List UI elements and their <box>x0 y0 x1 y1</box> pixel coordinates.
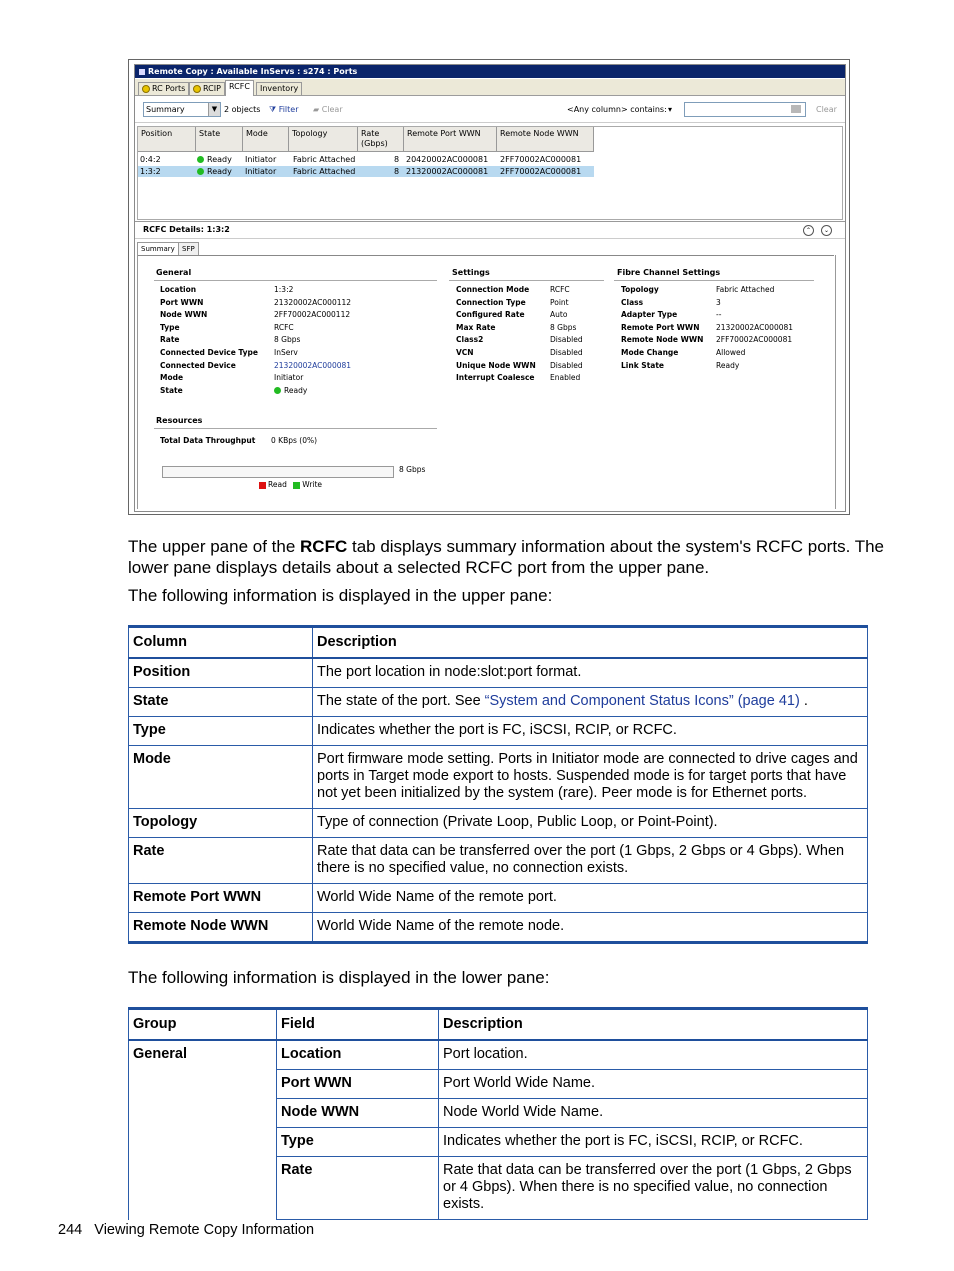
details-panel <box>137 255 836 509</box>
throughput-value: 0 KBps (0%) <box>271 436 318 445</box>
column-contains-label: <Any column> contains: <box>567 105 667 114</box>
footer-title: Viewing Remote Copy Information <box>94 1222 315 1238</box>
table-row: Remote Port WWN World Wide Name of the remote port. <box>129 884 868 913</box>
ready-status-icon <box>274 387 281 394</box>
page-footer <box>58 1222 314 1238</box>
divider <box>154 428 437 429</box>
tab-rc-ports[interactable]: RC Ports <box>138 82 189 95</box>
upper-pane-intro: The following information is displayed in the upper pane: <box>128 586 553 605</box>
resources-heading: Resources <box>156 416 203 425</box>
table-row: Mode Port firmware mode setting. Ports in Initiator mode are connected to drive cages and ports in Target mode export to hosts. Suspended mode is for target ports that have not yet been initialized by the system (rare). Peer mode is for Ethernet ports. <box>129 746 868 809</box>
table-row: Rate Rate that data can be transferred over the port (1 Gbps, 2 Gbps or 4 Gbps). When there is no specified value, no connection exists. <box>129 838 868 884</box>
eraser-icon: ▰ <box>313 105 320 114</box>
header-group: Group <box>129 1009 277 1041</box>
fc-values: Fabric Attached 3 -- 21320002AC000081 2FF70002AC000081 Allowed Ready <box>716 285 794 370</box>
column-dropdown-icon[interactable]: ▾ <box>668 105 673 114</box>
remote-copy-window <box>134 64 846 512</box>
tab-rcfc[interactable]: RCFC <box>225 80 254 96</box>
table-row: State The state of the port. See “System and Component Status Icons” (page 41) . <box>129 688 868 717</box>
rcfc-screenshot <box>128 59 850 515</box>
filter-icon: ⧩ <box>269 105 277 114</box>
grid-header <box>138 127 594 152</box>
divider <box>614 280 814 281</box>
table-row: Type Indicates whether the port is FC, iSCSI, RCIP, or RCFC. <box>129 1128 868 1157</box>
view-select[interactable]: Summary ▼ <box>143 102 221 117</box>
ports-grid <box>137 126 843 220</box>
header-field: Field <box>277 1009 439 1041</box>
tab-inventory[interactable]: Inventory <box>256 82 302 95</box>
window-title: Remote Copy : Available InServs : s274 : Ports <box>148 67 358 76</box>
status-icons-link[interactable]: “System and Component Status Icons” (page 41) <box>484 693 800 709</box>
fc-labels: Topology Class Adapter Type Remote Port WWN Remote Node WWN Mode Change Link State <box>621 285 704 370</box>
tab-sfp[interactable]: SFP <box>178 242 199 255</box>
table-row-selected[interactable]: 1:3:2 Ready Initiator Fabric Attached 8 21320002AC000081 2FF70002AC000081 <box>138 166 594 177</box>
settings-values: RCFC Point Auto 8 Gbps Disabled Disabled Disabled Enabled <box>550 285 583 383</box>
write-legend-icon <box>293 482 300 489</box>
window-icon <box>139 69 145 75</box>
col-state[interactable]: State <box>196 127 243 151</box>
expand-down-icon[interactable]: ⌄ <box>821 225 832 236</box>
read-legend-icon <box>259 482 266 489</box>
col-position[interactable]: Position <box>138 127 196 151</box>
general-heading: General <box>156 268 192 277</box>
chevron-down-icon: ▼ <box>208 103 220 116</box>
filter-bar <box>135 96 845 123</box>
page-number: 244 <box>58 1222 83 1238</box>
divider <box>154 280 437 281</box>
upper-pane-table <box>128 625 868 944</box>
table-header <box>129 1009 868 1041</box>
collapse-up-icon[interactable]: ⌃ <box>803 225 814 236</box>
lower-pane-intro: The following information is displayed in the lower pane: <box>128 968 550 987</box>
connected-device-link[interactable]: 21320002AC000081 <box>274 360 352 370</box>
table-row: Remote Node WWN World Wide Name of the remote node. <box>129 913 868 943</box>
group-general: General <box>129 1040 277 1220</box>
table-row: Node WWN Node World Wide Name. <box>129 1099 868 1128</box>
ready-status-icon <box>197 168 204 175</box>
lower-pane-table <box>128 1007 868 1220</box>
window-titlebar <box>135 65 845 78</box>
detail-subtabs <box>137 241 834 256</box>
divider <box>449 280 604 281</box>
header-description: Description <box>313 627 868 659</box>
header-column: Column <box>129 627 313 659</box>
general-labels: Location Port WWN Node WWN Type Rate Connected Device Type Connected Device Mode State <box>160 285 259 395</box>
table-header <box>129 627 868 659</box>
clear-text-icon <box>791 105 801 113</box>
col-mode[interactable]: Mode <box>243 127 289 151</box>
throughput-legend: Read Write <box>259 479 322 492</box>
port-tabs <box>135 79 845 96</box>
throughput-bar <box>162 466 394 478</box>
settings-heading: Settings <box>452 268 490 277</box>
table-row: Rate Rate that data can be transferred over the port (1 Gbps, 2 Gbps or 4 Gbps). When there is no specified value, no connection exists. <box>129 1157 868 1220</box>
col-topology[interactable]: Topology <box>289 127 358 151</box>
tab-rcip[interactable]: RCIP <box>189 82 225 95</box>
intro-paragraph: The upper pane of the RCFC tab displays summary information about the system's RCFC ports. The lower pane displays details about a selected RCFC port from the upper pane. <box>128 537 884 577</box>
rc-ports-icon <box>142 85 150 93</box>
table-row: Topology Type of connection (Private Loop, Public Loop, or Point-Point). <box>129 809 868 838</box>
fc-heading: Fibre Channel Settings <box>617 268 721 277</box>
throughput-label: Total Data Throughput <box>160 436 256 445</box>
col-remote-port-wwn[interactable]: Remote Port WWN <box>404 127 497 151</box>
filter-text-input[interactable] <box>684 102 806 117</box>
table-row[interactable]: 0:4:2 Ready Initiator Fabric Attached 8 20420002AC000081 2FF70002AC000081 <box>140 155 582 164</box>
rcip-icon <box>193 85 201 93</box>
table-row: Type Indicates whether the port is FC, iSCSI, RCIP, or RCFC. <box>129 717 868 746</box>
object-count: 2 objects <box>224 105 261 114</box>
settings-labels: Connection Mode Connection Type Configured Rate Max Rate Class2 VCN Unique Node WWN Interrupt Coalesce <box>456 285 536 383</box>
ready-status-icon <box>197 156 204 163</box>
details-bar <box>135 221 845 239</box>
clear-text-button[interactable]: Clear <box>816 105 837 114</box>
col-rate[interactable]: Rate (Gbps) <box>358 127 404 151</box>
general-values: 1:3:2 21320002AC000112 2FF70002AC000112 RCFC 8 Gbps InServ 21320002AC000081 Initiator Ready <box>274 285 352 395</box>
tab-summary[interactable]: Summary <box>137 242 179 255</box>
filter-button[interactable]: ⧩ Filter <box>269 105 299 114</box>
details-title: RCFC Details: 1:3:2 <box>143 225 230 234</box>
table-row: General Location Port location. <box>129 1040 868 1070</box>
table-row: Port WWN Port World Wide Name. <box>129 1070 868 1099</box>
col-remote-node-wwn[interactable]: Remote Node WWN <box>497 127 594 151</box>
throughput-max: 8 Gbps <box>399 465 426 474</box>
table-row: Position The port location in node:slot:port format. <box>129 658 868 688</box>
header-description: Description <box>439 1009 868 1041</box>
clear-filter-button[interactable]: ▰ Clear <box>313 105 343 114</box>
